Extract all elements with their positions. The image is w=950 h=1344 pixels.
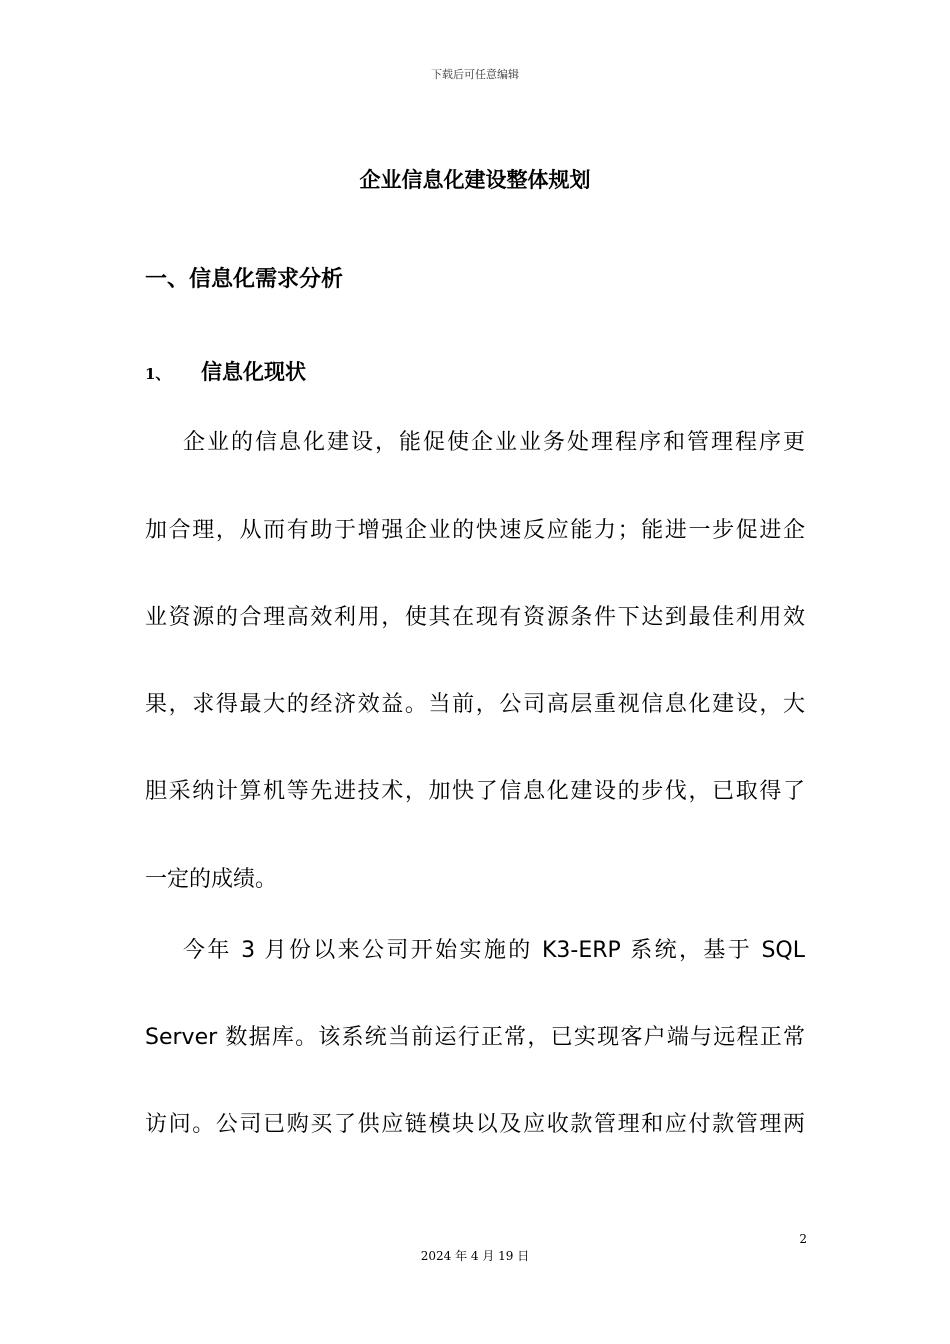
paragraph-line: 果，求得最大的经济效益。当前，公司高层重视信息化建设，大 [145, 692, 805, 717]
page-number: 2 [799, 1232, 807, 1246]
paragraph-line: 访问。公司已购买了供应链模块以及应收款管理和应付款管理两 [145, 1112, 805, 1137]
document-title: 企业信息化建设整体规划 [359, 168, 591, 192]
section-heading: 一、信息化需求分析 [145, 267, 344, 292]
paragraph-line: 加合理，从而有助于增强企业的快速反应能力；能进一步促进企 [145, 518, 805, 543]
paragraph-line: Server 数据库。该系统当前运行正常，已实现客户端与远程正常 [145, 1025, 805, 1050]
header-note: 下载后可任意编辑 [431, 68, 519, 81]
paragraph-line: 企业的信息化建设，能促使企业业务处理程序和管理程序更 [183, 430, 805, 455]
subsection-heading [145, 356, 306, 386]
paragraph-line: 业资源的合理高效利用，使其在现有资源条件下达到最佳利用效 [145, 605, 805, 630]
subsection-number: 1、 [145, 365, 171, 383]
paragraph-line: 一定的成绩。 [145, 867, 278, 892]
paragraph-line: 今年 3 月份以来公司开始实施的 K3-ERP 系统，基于 SQL [183, 938, 805, 963]
subsection-title: 信息化现状 [201, 360, 306, 384]
footer-date: 2024 年 4 月 19 日 [420, 1249, 530, 1263]
paragraph-line: 胆采纳计算机等先进技术，加快了信息化建设的步伐，已取得了 [145, 779, 805, 804]
